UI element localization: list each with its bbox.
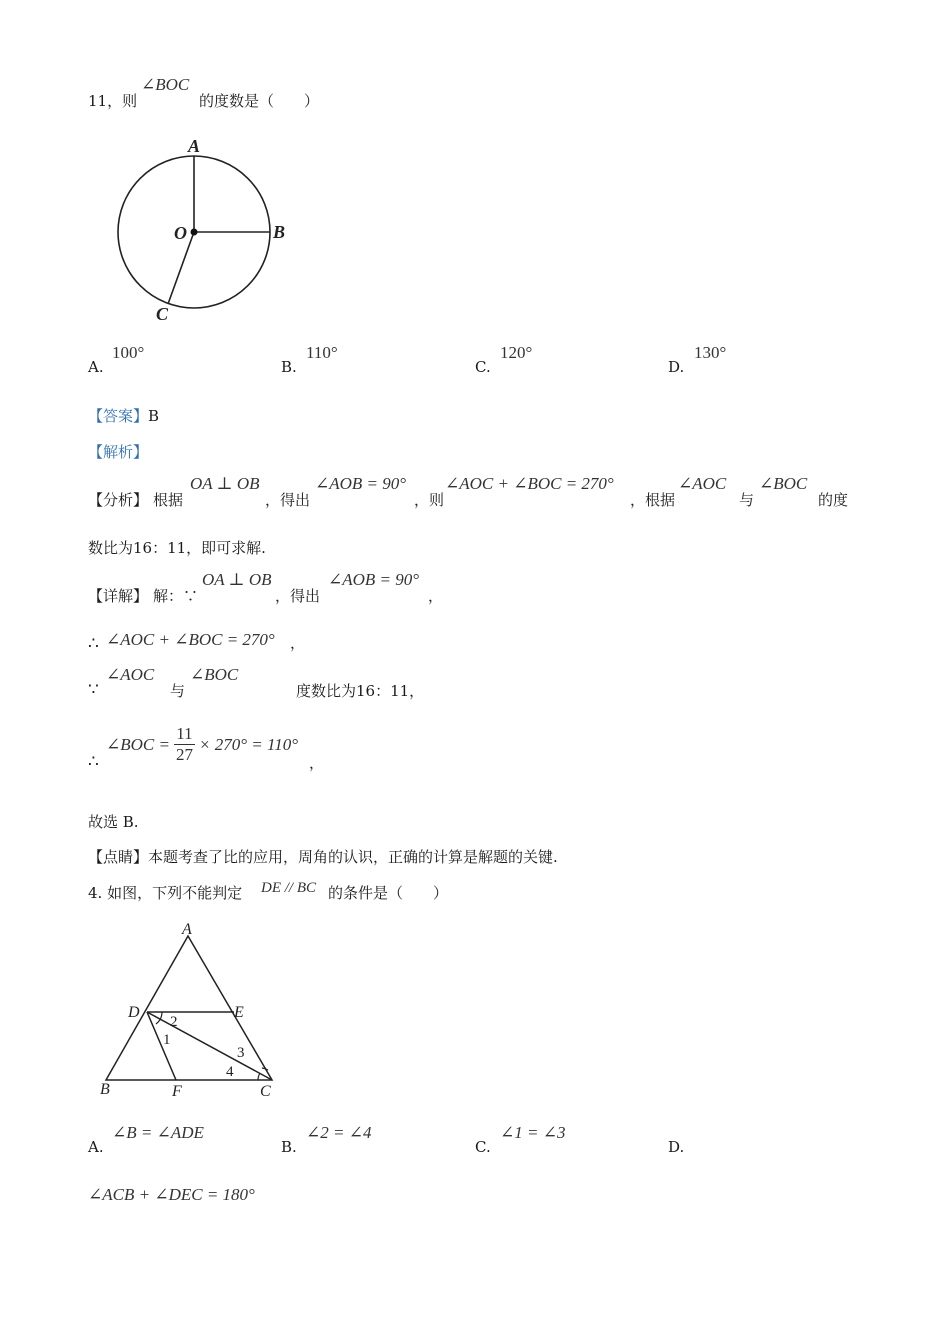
q-prev-option-a-value: 100° [112,343,145,362]
fig1-label-b: B [273,222,286,242]
q4-option-d-value: ∠ACB + ∠DEC = 180° [88,1185,255,1204]
q4-prefix: 4. 如图，下列不能判定 [88,884,243,902]
answer-tag: 【答案】 [88,407,149,425]
fenxi-line-2: 数比为16：11，即可求解. [88,539,266,557]
fig2-angle-4: 4 [226,1064,234,1080]
fenxi-math-1: OA ⊥ OB [190,474,260,493]
dianjing-tag: 【点睛】 [88,848,149,866]
fenxi-math-5: ∠BOC [759,474,808,493]
detail-line-4-math [106,724,298,765]
detail-text-3: ， [428,587,444,605]
dianjing-line [88,846,558,867]
detail-line-4-left: ∠BOC = [106,734,170,754]
q-prev-option-c-letter: C. [475,358,491,376]
q-prev-option-d-value: 130° [694,343,727,362]
fenxi-math-2: ∠AOB = 90° [315,474,407,493]
answer-line [88,405,159,426]
choose-line: 故选 B. [88,813,139,831]
fig1-label-c: C [156,304,169,324]
detail-line-4-right: × 270° = 110° [198,734,298,754]
detail-tag: 【详解】 [88,587,149,605]
detail-line-3-math-2: ∠BOC [190,665,239,684]
fenxi-text-5: 与 [739,491,755,509]
fenxi-tag: 【分析】 [88,491,149,509]
q4-option-c-value: ∠1 = ∠3 [500,1123,566,1142]
fenxi-text-3: ，则 [414,491,445,509]
q4-option-d-letter: D. [668,1138,685,1156]
q-prev-option-b-value: 110° [306,343,338,362]
therefore-symbol-2: ∴ [88,752,99,772]
q-prev-suffix: 的度数是（ ） [199,92,320,110]
fig1-label-o: O [174,223,187,243]
fenxi-text-4: ，根据 [630,491,676,509]
fig2-angle-1: 1 [163,1032,171,1048]
fenxi-text-2: ，得出 [265,491,311,509]
fraction [174,724,195,765]
triangle-figure [96,918,286,1104]
detail-line-3-math-1: ∠AOC [106,665,155,684]
fenxi-text-1: 根据 [153,491,184,509]
detail-line-2-math: ∠AOC + ∠BOC = 270° [106,630,275,649]
detail-line-2-end: ， [290,634,306,652]
q-prev-option-c-value: 120° [500,343,533,362]
fig2-label-b: B [100,1081,110,1098]
because-symbol: ∵ [88,680,99,700]
fig2-label-c: C [260,1083,271,1100]
detail-math-2: ∠AOB = 90° [328,570,420,589]
fraction-denominator: 27 [175,745,193,764]
q4-option-a-letter: A. [88,1138,104,1156]
answer-value: B [148,407,160,425]
fig2-angle-3: 3 [237,1045,245,1061]
fig2-label-d: D [128,1004,140,1021]
detail-text-2: ，得出 [275,587,321,605]
q-prev-option-b-letter: B. [281,358,297,376]
fenxi-text-6: 的度 [818,491,849,509]
fig1-label-a: A [188,136,201,156]
fraction-numerator: 11 [176,724,193,743]
q4-suffix: 的条件是（ ） [328,884,449,902]
q-prev-option-d-letter: D. [668,358,685,376]
dianjing-text: 本题考查了比的应用，周角的认识，正确的计算是解题的关键. [148,848,558,866]
fenxi-math-4: ∠AOC [678,474,727,493]
detail-math-1: OA ⊥ OB [202,570,272,589]
q4-option-a-value: ∠B = ∠ADE [112,1123,204,1142]
q-prev-angle: ∠BOC [141,75,190,94]
q-prev-prefix: 11，则 [88,92,138,110]
q4-option-b-letter: B. [281,1138,297,1156]
q4-option-c-letter: C. [475,1138,491,1156]
q4-option-b-value: ∠2 = ∠4 [306,1123,372,1142]
detail-text-1: 解：∵ [153,587,199,605]
detail-line-3-text-1: 与 [170,682,186,700]
q4-math: DE // BC [261,880,316,896]
fenxi-math-3: ∠AOC + ∠BOC = 270° [445,474,614,493]
fig2-angle-2: 2 [170,1014,178,1030]
fig2-label-e: E [234,1004,244,1021]
fig2-label-a: A [182,921,192,938]
detail-line-4-end: ， [309,754,325,772]
analysis-tag: 【解析】 [88,443,149,461]
detail-line-3-text-2: 度数比为16：11， [296,682,425,700]
circle-figure [110,130,300,330]
fig2-label-f: F [172,1083,182,1100]
therefore-symbol-1: ∴ [88,634,99,654]
q-prev-option-a-letter: A. [88,358,104,376]
